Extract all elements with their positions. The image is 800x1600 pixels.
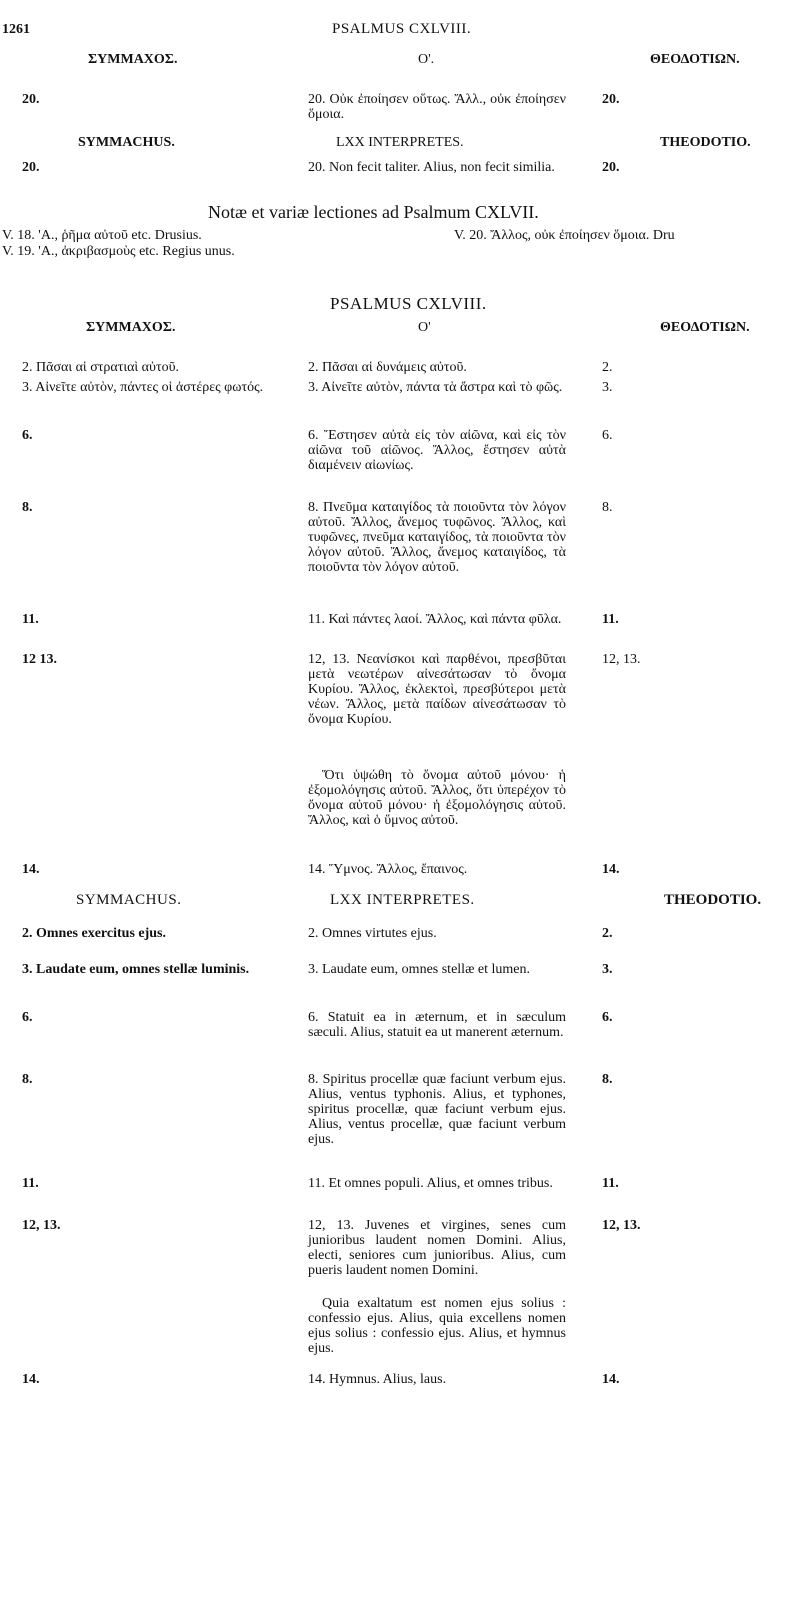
notes-line-1-left: V. 18. 'Α., ῥῆμα αὐτοῦ etc. Drusius. xyxy=(2,228,202,243)
latin-row-mid: 3. Laudate eum, omnes stellæ et lumen. xyxy=(308,962,531,977)
greek-row-mid: 8. Πνεῦμα καταιγίδος τὰ ποιοῦντα τὸν λόγον αὐτοῦ. Ἄλλος, ἄνεμος τυφῶνος. Ἄλλος, καὶ τυφῶνες, πνεῦμα καταιγίδος, τὰ ποιοῦντα τὸν λόγον αὐτοῦ. Ἄλλος, ἄνεμος καταιγίδος, τὰ ποιοῦντα τὸν λόγον αὐτοῦ. xyxy=(308,500,566,575)
greek-row-right: 14. xyxy=(602,862,620,877)
greek-row-right: 2. xyxy=(602,360,613,375)
notes-title: Notæ et variæ lectiones ad Psalmum CXLVII. xyxy=(208,202,539,222)
greek-row-right: 11. xyxy=(602,612,619,627)
latin-row-left: 2. Omnes exercitus ejus. xyxy=(22,926,166,941)
s1-greek-mid: 20. Οὐκ ἐποίησεν οὕτως. Ἄλλ., οὐκ ἐποίησεν ὅμοια. xyxy=(308,92,566,122)
latin-row-right: 6. xyxy=(602,1010,613,1025)
latin-row-mid: 14. Hymnus. Alius, laus. xyxy=(308,1372,447,1387)
latin-row-left: 11. xyxy=(22,1176,39,1191)
greek-row-mid: 2. Πᾶσαι αἱ δυνάμεις αὐτοῦ. xyxy=(308,360,467,375)
latin-row-right: 8. xyxy=(602,1072,613,1087)
latin-row-left: 12, 13. xyxy=(22,1218,61,1233)
greek-row-left: 6. xyxy=(22,428,33,443)
greek-row-mid: 14. Ὕμνος. Ἄλλος, ἔπαινος. xyxy=(308,862,468,877)
psalm-col-head-mid: Ο' xyxy=(418,320,431,335)
latin-row-mid: 2. Omnes virtutes ejus. xyxy=(308,926,437,941)
latin-head-right: THEODOTIO. xyxy=(664,892,762,908)
col-head-latin-left: SYMMACHUS. xyxy=(78,135,175,150)
greek-row-right: 8. xyxy=(602,500,613,515)
greek-row-right: 12, 13. xyxy=(602,652,641,667)
greek-row-mid: 11. Καὶ πάντες λαοί. Ἄλλος, καὶ πάντα φῦλα. xyxy=(308,612,562,627)
greek-row-left: 11. xyxy=(22,612,39,627)
psalm-col-head-left: ΣΥΜΜΑΧΟΣ. xyxy=(86,320,176,335)
col-head-greek-left: ΣΥΜΜΑΧΟΣ. xyxy=(88,52,178,67)
col-head-greek-right: ΘΕΟΔΟΤΙΩΝ. xyxy=(650,52,740,67)
latin-row-mid: 12, 13. Juvenes et virgines, senes cum junioribus laudent nomen Domini. Alius, electi, seniores cum junioribus. Alius, cum pueris laudent nomen Domini. xyxy=(308,1218,566,1278)
col-head-greek-mid: Ο'. xyxy=(418,52,435,67)
page-number: 1261 xyxy=(2,22,30,37)
latin-row-right: 3. xyxy=(602,962,613,977)
greek-row-left: 12 13. xyxy=(22,652,57,667)
notes-line-2-left: V. 19. 'Α., ἀκριβασμοὺς etc. Regius unus. xyxy=(2,244,235,259)
latin-row-mid: 6. Statuit ea in æternum, et in sæculum sæculi. Alius, statuit ea ut manerent æternum. xyxy=(308,1010,566,1040)
greek-row-left: 14. xyxy=(22,862,40,877)
s1-latin-num-right: 20. xyxy=(602,160,620,175)
col-head-latin-right: THEODOTIO. xyxy=(660,135,751,150)
s1-latin-mid: 20. Non fecit taliter. Alius, non fecit similia. xyxy=(308,160,555,175)
latin-head-left: SYMMACHUS. xyxy=(76,892,182,908)
notes-line-1-right: V. 20. Ἄλλος, οὐκ ἐποίησεν ὅμοια. Dru xyxy=(454,228,675,243)
greek-row-right: 6. xyxy=(602,428,613,443)
s1-greek-num-left: 20. xyxy=(22,92,40,107)
s1-greek-num-right: 20. xyxy=(602,92,620,107)
running-title: PSALMUS CXLVIII. xyxy=(332,21,472,37)
latin-row-mid: Quia exaltatum est nomen ejus solius : confessio ejus. Alius, quia excellens nomen ejus solius : confessio ejus. Alius, et hymnus ejus. xyxy=(308,1296,566,1356)
psalm-col-head-right: ΘΕΟΔΟΤΙΩΝ. xyxy=(660,320,750,335)
greek-row-left: 3. Αἰνεῖτε αὐτὸν, πάντες οἱ ἀστέρες φωτός. xyxy=(22,380,264,395)
latin-head-mid: LXX INTERPRETES. xyxy=(330,892,475,908)
latin-row-right: 2. xyxy=(602,926,613,941)
greek-row-mid: Ὅτι ὑψώθη τὸ ὄνομα αὐτοῦ μόνου· ἡ ἐξομολόγησις αὐτοῦ. Ἄλλος, ὅτι ὑπερέχον τὸ ὄνομα αὐτοῦ μόνου· ἡ ἐξομολόγησις αὐτοῦ. Ἄλλος, καὶ ὁ ὕμνος αὐτοῦ. xyxy=(308,768,566,828)
latin-row-mid: 8. Spiritus procellæ quæ faciunt verbum ejus. Alius, ventus typhonis. Alius, et typhones, spiritus procellæ, quæ faciunt verbum ejus. Alius, ventus procellæ, quæ faciunt verbum ejus. xyxy=(308,1072,566,1147)
latin-row-left: 8. xyxy=(22,1072,33,1087)
greek-row-left: 8. xyxy=(22,500,33,515)
greek-row-mid: 3. Αἰνεῖτε αὐτὸν, πάντα τὰ ἄστρα καὶ τὸ φῶς. xyxy=(308,380,563,395)
greek-row-mid: 12, 13. Νεανίσκοι καὶ παρθένοι, πρεσβῦται μετὰ νεωτέρων αἰνεσάτωσαν τὸ ὄνομα Κυρίου. Ἄλλος, ἐκλεκτοὶ, πρεσβύτεροι μετὰ νέων. Ἄλλος, μετὰ παίδων αἰνεσάτωσαν τὸ ὄνομα Κυρίου. xyxy=(308,652,566,727)
latin-row-left: 14. xyxy=(22,1372,40,1387)
psalm-title: PSALMUS CXLVIII. xyxy=(330,294,487,313)
latin-row-right: 14. xyxy=(602,1372,620,1387)
latin-row-left: 3. Laudate eum, omnes stellæ luminis. xyxy=(22,962,250,977)
s1-latin-num-left: 20. xyxy=(22,160,40,175)
latin-row-right: 11. xyxy=(602,1176,619,1191)
latin-row-right: 12, 13. xyxy=(602,1218,641,1233)
latin-row-left: 6. xyxy=(22,1010,33,1025)
latin-row-mid: 11. Et omnes populi. Alius, et omnes tribus. xyxy=(308,1176,553,1191)
greek-row-right: 3. xyxy=(602,380,613,395)
greek-row-left: 2. Πᾶσαι αἱ στρατιαὶ αὐτοῦ. xyxy=(22,360,180,375)
greek-row-mid: 6. Ἔστησεν αὐτὰ εἰς τὸν αἰῶνα, καὶ εἰς τὸν αἰῶνα τοῦ αἰῶνος. Ἄλλος, ἔστησεν αὐτὰ διαμένειν αἰωνίως. xyxy=(308,428,566,473)
col-head-latin-mid: LXX INTERPRETES. xyxy=(336,135,464,150)
